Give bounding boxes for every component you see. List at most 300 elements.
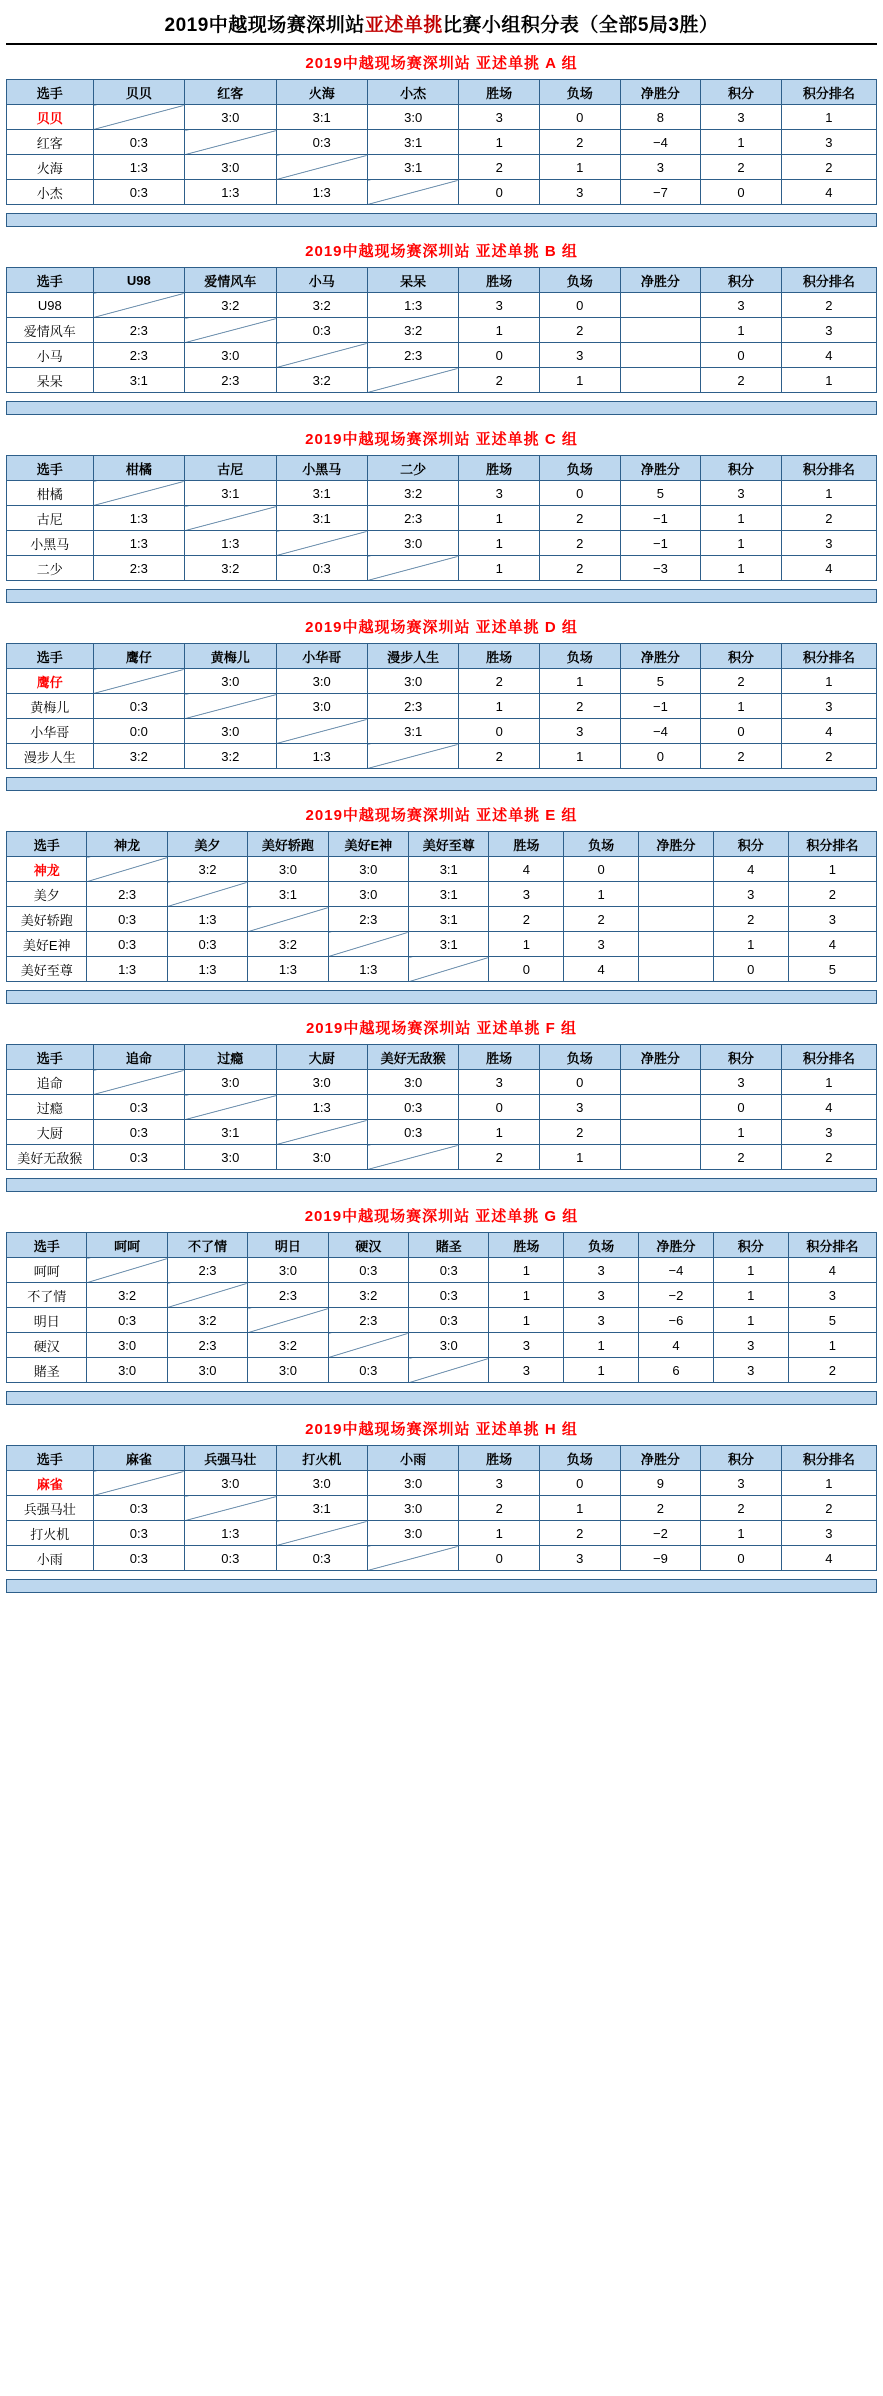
rank-cell: 1 <box>781 105 876 130</box>
match-score-cell: 0:3 <box>93 1095 184 1120</box>
separator-bar-cell <box>7 402 877 415</box>
column-header-wins: 胜场 <box>489 832 564 857</box>
match-score-cell: 2:3 <box>328 907 408 932</box>
match-score-cell: 3:1 <box>409 882 489 907</box>
points-cell: 1 <box>701 531 782 556</box>
group-standings-table <box>6 831 877 1004</box>
player-name-cell: 小杰 <box>7 180 94 205</box>
wins-cell: 1 <box>489 932 564 957</box>
group-block <box>6 421 877 603</box>
separator-bar-row <box>7 1179 877 1192</box>
separator-bar-cell <box>7 1580 877 1593</box>
match-score-cell: 0:3 <box>93 1145 184 1170</box>
column-header-opponent: 漫步人生 <box>367 644 458 669</box>
page-title-highlight: 亚述单挑 <box>364 15 443 36</box>
player-name-cell: U98 <box>7 293 94 318</box>
wins-cell: 1 <box>459 130 540 155</box>
wins-cell: 1 <box>459 318 540 343</box>
losses-cell: 3 <box>539 719 620 744</box>
spacer-row <box>7 1383 877 1392</box>
column-header-opponent: 火海 <box>276 80 367 105</box>
match-score-cell: 3:0 <box>185 105 276 130</box>
self-cell <box>185 130 276 155</box>
net-score-cell: 0 <box>620 744 701 769</box>
rank-cell: 3 <box>788 907 876 932</box>
match-score-cell: 1:3 <box>248 957 328 982</box>
match-score-cell: 3:1 <box>93 368 184 393</box>
wins-cell: 2 <box>459 669 540 694</box>
column-header-opponent: 柑橘 <box>93 456 184 481</box>
match-score-cell: 1:3 <box>93 506 184 531</box>
rank-cell: 2 <box>781 293 876 318</box>
net-score-cell: −1 <box>620 506 701 531</box>
net-score-cell: 3 <box>620 155 701 180</box>
net-score-cell: 8 <box>620 105 701 130</box>
net-score-cell <box>620 1070 701 1095</box>
rank-cell: 3 <box>781 318 876 343</box>
match-score-cell: 2:3 <box>167 1333 247 1358</box>
column-header-rank: 积分排名 <box>788 832 876 857</box>
wins-cell: 1 <box>459 1521 540 1546</box>
match-score-cell: 3:0 <box>276 1070 367 1095</box>
column-header-opponent: 兵强马壮 <box>185 1446 276 1471</box>
rank-cell: 2 <box>781 1496 876 1521</box>
groups-container <box>6 45 877 1593</box>
net-score-cell: 2 <box>620 1496 701 1521</box>
group-standings-table <box>6 79 877 227</box>
column-header-wins: 胜场 <box>459 1446 540 1471</box>
self-cell <box>87 857 167 882</box>
player-name-cell: 明日 <box>7 1308 87 1333</box>
match-score-cell: 3:0 <box>185 155 276 180</box>
spacer-row <box>7 1571 877 1580</box>
player-name-cell: 爱情风车 <box>7 318 94 343</box>
points-cell: 2 <box>701 669 782 694</box>
group-title: 2019中越现场赛深圳站 亚述单挑 H 组 <box>6 1411 877 1445</box>
match-score-cell: 1:3 <box>93 155 184 180</box>
match-score-cell: 0:3 <box>167 932 247 957</box>
wins-cell: 3 <box>489 882 564 907</box>
table-row <box>7 857 877 882</box>
player-name-cell: 柑橘 <box>7 481 94 506</box>
separator-bar-row <box>7 590 877 603</box>
match-score-cell: 0:3 <box>185 1546 276 1571</box>
column-header-opponent: 黄梅儿 <box>185 644 276 669</box>
column-header-opponent: 小黑马 <box>276 456 367 481</box>
match-score-cell: 3:0 <box>185 719 276 744</box>
column-header-rank: 积分排名 <box>781 268 876 293</box>
column-header-points: 积分 <box>701 80 782 105</box>
net-score-cell <box>620 368 701 393</box>
group-standings-table <box>6 267 877 415</box>
match-score-cell: 3:0 <box>276 669 367 694</box>
table-row <box>7 907 877 932</box>
column-header-opponent: 神龙 <box>87 832 167 857</box>
net-score-cell: 6 <box>639 1358 714 1383</box>
group-block <box>6 609 877 791</box>
net-score-cell <box>620 318 701 343</box>
player-name-cell: 古尼 <box>7 506 94 531</box>
match-score-cell: 3:0 <box>276 694 367 719</box>
losses-cell: 3 <box>564 1308 639 1333</box>
self-cell <box>185 318 276 343</box>
column-header-points: 积分 <box>701 644 782 669</box>
match-score-cell: 3:0 <box>367 531 458 556</box>
match-score-cell: 2:3 <box>367 506 458 531</box>
column-header-points: 积分 <box>701 268 782 293</box>
table-row <box>7 1521 877 1546</box>
group-block <box>6 797 877 1004</box>
rank-cell: 1 <box>788 1333 876 1358</box>
match-score-cell: 0:3 <box>328 1358 408 1383</box>
net-score-cell <box>620 1120 701 1145</box>
column-header-opponent: 小杰 <box>367 80 458 105</box>
column-header-points: 积分 <box>713 1233 788 1258</box>
points-cell: 4 <box>713 857 788 882</box>
table-row <box>7 130 877 155</box>
player-name-cell: 小华哥 <box>7 719 94 744</box>
wins-cell: 2 <box>459 1496 540 1521</box>
column-header-net: 净胜分 <box>620 80 701 105</box>
match-score-cell: 1:3 <box>276 744 367 769</box>
table-header-row <box>7 832 877 857</box>
rank-cell: 1 <box>788 857 876 882</box>
match-score-cell: 3:2 <box>167 1308 247 1333</box>
match-score-cell: 1:3 <box>328 957 408 982</box>
spacer-cell <box>7 769 877 778</box>
losses-cell: 2 <box>539 531 620 556</box>
points-cell: 0 <box>701 1546 782 1571</box>
net-score-cell: −7 <box>620 180 701 205</box>
column-header-wins: 胜场 <box>459 456 540 481</box>
column-header-opponent: 爱情风车 <box>185 268 276 293</box>
losses-cell: 2 <box>539 694 620 719</box>
column-header-wins: 胜场 <box>459 268 540 293</box>
player-name-cell: 黄梅儿 <box>7 694 94 719</box>
match-score-cell: 3:0 <box>248 1358 328 1383</box>
match-score-cell: 0:3 <box>367 1095 458 1120</box>
match-score-cell: 3:1 <box>367 719 458 744</box>
column-header-player: 选手 <box>7 1446 94 1471</box>
group-block <box>6 1411 877 1593</box>
group-title: 2019中越现场赛深圳站 亚述单挑 E 组 <box>6 797 877 831</box>
net-score-cell: −6 <box>639 1308 714 1333</box>
spacer-cell <box>7 1571 877 1580</box>
table-header-row <box>7 1233 877 1258</box>
self-cell <box>185 1496 276 1521</box>
match-score-cell: 3:0 <box>276 1145 367 1170</box>
table-row <box>7 481 877 506</box>
table-header-row <box>7 456 877 481</box>
player-name-cell: 小马 <box>7 343 94 368</box>
match-score-cell: 3:1 <box>409 857 489 882</box>
column-header-wins: 胜场 <box>459 80 540 105</box>
wins-cell: 4 <box>489 857 564 882</box>
wins-cell: 3 <box>459 293 540 318</box>
match-score-cell: 0:0 <box>93 719 184 744</box>
table-row <box>7 1258 877 1283</box>
group-title: 2019中越现场赛深圳站 亚述单挑 G 组 <box>6 1198 877 1232</box>
wins-cell: 3 <box>459 1070 540 1095</box>
table-row <box>7 932 877 957</box>
page-title-suffix: 比赛小组积分表（全部5局3胜） <box>442 15 719 36</box>
points-cell: 3 <box>701 1070 782 1095</box>
player-name-cell: 美好无敌猴 <box>7 1145 94 1170</box>
player-name-cell: 火海 <box>7 155 94 180</box>
table-row <box>7 719 877 744</box>
rank-cell: 2 <box>788 1358 876 1383</box>
rank-cell: 3 <box>781 1120 876 1145</box>
table-header-row <box>7 1045 877 1070</box>
points-cell: 1 <box>701 1120 782 1145</box>
match-score-cell: 3:0 <box>367 1070 458 1095</box>
separator-bar-row <box>7 402 877 415</box>
table-header-row <box>7 644 877 669</box>
points-cell: 3 <box>701 481 782 506</box>
match-score-cell: 3:1 <box>367 155 458 180</box>
self-cell <box>93 1070 184 1095</box>
match-score-cell: 3:0 <box>248 1258 328 1283</box>
match-score-cell: 2:3 <box>185 368 276 393</box>
match-score-cell: 3:0 <box>185 669 276 694</box>
match-score-cell: 3:0 <box>185 343 276 368</box>
rank-cell: 1 <box>781 481 876 506</box>
points-cell: 0 <box>701 1095 782 1120</box>
points-cell: 1 <box>701 694 782 719</box>
match-score-cell: 3:0 <box>367 105 458 130</box>
player-name-cell: 美好轿跑 <box>7 907 87 932</box>
self-cell <box>367 556 458 581</box>
separator-bar-cell <box>7 214 877 227</box>
column-header-rank: 积分排名 <box>781 644 876 669</box>
column-header-losses: 负场 <box>539 644 620 669</box>
self-cell <box>167 882 247 907</box>
losses-cell: 4 <box>564 957 639 982</box>
column-header-player: 选手 <box>7 268 94 293</box>
losses-cell: 2 <box>539 130 620 155</box>
group-standings-table <box>6 1044 877 1192</box>
match-score-cell: 3:0 <box>328 857 408 882</box>
rank-cell: 3 <box>781 1521 876 1546</box>
match-score-cell: 0:3 <box>367 1120 458 1145</box>
points-cell: 1 <box>713 1283 788 1308</box>
wins-cell: 1 <box>459 1120 540 1145</box>
spacer-cell <box>7 205 877 214</box>
points-cell: 0 <box>713 957 788 982</box>
column-header-points: 积分 <box>701 1045 782 1070</box>
column-header-net: 净胜分 <box>639 1233 714 1258</box>
points-cell: 0 <box>701 180 782 205</box>
match-score-cell: 3:1 <box>248 882 328 907</box>
rank-cell: 4 <box>781 556 876 581</box>
losses-cell: 1 <box>564 1358 639 1383</box>
losses-cell: 3 <box>564 1258 639 1283</box>
self-cell <box>328 1333 408 1358</box>
match-score-cell: 3:0 <box>248 857 328 882</box>
points-cell: 1 <box>701 556 782 581</box>
column-header-opponent: 贝贝 <box>93 80 184 105</box>
points-cell: 1 <box>713 1258 788 1283</box>
match-score-cell: 3:0 <box>367 1521 458 1546</box>
net-score-cell <box>639 932 714 957</box>
column-header-rank: 积分排名 <box>781 80 876 105</box>
column-header-opponent: 明日 <box>248 1233 328 1258</box>
table-row <box>7 1496 877 1521</box>
net-score-cell <box>639 957 714 982</box>
player-name-cell: 漫步人生 <box>7 744 94 769</box>
match-score-cell: 2:3 <box>367 343 458 368</box>
column-header-losses: 负场 <box>539 1446 620 1471</box>
match-score-cell: 3:1 <box>276 506 367 531</box>
net-score-cell: −1 <box>620 531 701 556</box>
group-block <box>6 1198 877 1405</box>
losses-cell: 3 <box>539 180 620 205</box>
column-header-losses: 负场 <box>539 456 620 481</box>
separator-bar-cell <box>7 1392 877 1405</box>
column-header-opponent: 二少 <box>367 456 458 481</box>
match-score-cell: 3:0 <box>87 1358 167 1383</box>
wins-cell: 2 <box>459 744 540 769</box>
wins-cell: 1 <box>459 556 540 581</box>
losses-cell: 1 <box>539 368 620 393</box>
self-cell <box>367 1546 458 1571</box>
group-block <box>6 45 877 227</box>
losses-cell: 0 <box>539 1070 620 1095</box>
match-score-cell: 0:3 <box>276 130 367 155</box>
points-cell: 3 <box>713 1333 788 1358</box>
match-score-cell: 1:3 <box>185 1521 276 1546</box>
losses-cell: 0 <box>539 293 620 318</box>
match-score-cell: 0:3 <box>328 1258 408 1283</box>
player-name-cell: 麻雀 <box>7 1471 94 1496</box>
column-header-losses: 负场 <box>564 832 639 857</box>
losses-cell: 0 <box>539 481 620 506</box>
spacer-cell <box>7 982 877 991</box>
player-name-cell: 美夕 <box>7 882 87 907</box>
column-header-opponent: 古尼 <box>185 456 276 481</box>
points-cell: 1 <box>701 506 782 531</box>
column-header-opponent: 红客 <box>185 80 276 105</box>
separator-bar-row <box>7 214 877 227</box>
wins-cell: 2 <box>459 368 540 393</box>
net-score-cell <box>620 343 701 368</box>
net-score-cell: 9 <box>620 1471 701 1496</box>
column-header-player: 选手 <box>7 832 87 857</box>
wins-cell: 3 <box>459 481 540 506</box>
points-cell: 3 <box>713 882 788 907</box>
losses-cell: 3 <box>539 343 620 368</box>
wins-cell: 3 <box>489 1333 564 1358</box>
losses-cell: 2 <box>539 318 620 343</box>
losses-cell: 3 <box>564 1283 639 1308</box>
player-name-cell: 小黑马 <box>7 531 94 556</box>
wins-cell: 1 <box>489 1308 564 1333</box>
match-score-cell: 1:3 <box>87 957 167 982</box>
wins-cell: 2 <box>459 155 540 180</box>
column-header-opponent: 过瘾 <box>185 1045 276 1070</box>
self-cell <box>367 180 458 205</box>
wins-cell: 3 <box>459 1471 540 1496</box>
match-score-cell: 3:0 <box>367 1471 458 1496</box>
table-row <box>7 368 877 393</box>
table-row <box>7 318 877 343</box>
column-header-rank: 积分排名 <box>788 1233 876 1258</box>
net-score-cell: −4 <box>620 719 701 744</box>
match-score-cell: 2:3 <box>328 1308 408 1333</box>
player-name-cell: 贝贝 <box>7 105 94 130</box>
match-score-cell: 2:3 <box>93 343 184 368</box>
match-score-cell: 2:3 <box>93 318 184 343</box>
column-header-losses: 负场 <box>539 1045 620 1070</box>
net-score-cell <box>639 857 714 882</box>
net-score-cell: −1 <box>620 694 701 719</box>
match-score-cell: 3:0 <box>167 1358 247 1383</box>
group-title: 2019中越现场赛深圳站 亚述单挑 C 组 <box>6 421 877 455</box>
losses-cell: 0 <box>539 105 620 130</box>
match-score-cell: 0:3 <box>87 932 167 957</box>
page-title <box>6 0 877 45</box>
player-name-cell: 小雨 <box>7 1546 94 1571</box>
player-name-cell: 二少 <box>7 556 94 581</box>
column-header-player: 选手 <box>7 456 94 481</box>
player-name-cell: 神龙 <box>7 857 87 882</box>
match-score-cell: 0:3 <box>93 1120 184 1145</box>
match-score-cell: 0:3 <box>93 180 184 205</box>
points-cell: 0 <box>701 343 782 368</box>
match-score-cell: 1:3 <box>167 957 247 982</box>
rank-cell: 1 <box>781 368 876 393</box>
self-cell <box>248 907 328 932</box>
net-score-cell <box>639 882 714 907</box>
match-score-cell: 3:0 <box>328 882 408 907</box>
match-score-cell: 0:3 <box>93 1496 184 1521</box>
player-name-cell: 红客 <box>7 130 94 155</box>
match-score-cell: 3:1 <box>409 932 489 957</box>
column-header-opponent: 賭圣 <box>409 1233 489 1258</box>
match-score-cell: 3:2 <box>276 293 367 318</box>
rank-cell: 2 <box>781 506 876 531</box>
self-cell <box>93 481 184 506</box>
player-name-cell: 追命 <box>7 1070 94 1095</box>
match-score-cell: 3:2 <box>367 481 458 506</box>
player-name-cell: 过瘾 <box>7 1095 94 1120</box>
rank-cell: 3 <box>781 130 876 155</box>
rank-cell: 3 <box>781 531 876 556</box>
rank-cell: 2 <box>781 744 876 769</box>
net-score-cell <box>620 1095 701 1120</box>
match-score-cell: 3:0 <box>409 1333 489 1358</box>
wins-cell: 1 <box>459 506 540 531</box>
column-header-opponent: 美好无敌猴 <box>367 1045 458 1070</box>
wins-cell: 0 <box>459 180 540 205</box>
wins-cell: 2 <box>459 1145 540 1170</box>
table-row <box>7 1546 877 1571</box>
match-score-cell: 3:0 <box>367 669 458 694</box>
self-cell <box>276 343 367 368</box>
points-cell: 2 <box>701 744 782 769</box>
wins-cell: 0 <box>489 957 564 982</box>
net-score-cell: 5 <box>620 669 701 694</box>
match-score-cell: 3:2 <box>248 1333 328 1358</box>
spacer-row <box>7 205 877 214</box>
points-cell: 2 <box>713 907 788 932</box>
column-header-points: 积分 <box>701 1446 782 1471</box>
losses-cell: 1 <box>564 1333 639 1358</box>
player-name-cell: 鹰仔 <box>7 669 94 694</box>
spacer-cell <box>7 581 877 590</box>
separator-bar-row <box>7 1392 877 1405</box>
match-score-cell: 3:2 <box>367 318 458 343</box>
